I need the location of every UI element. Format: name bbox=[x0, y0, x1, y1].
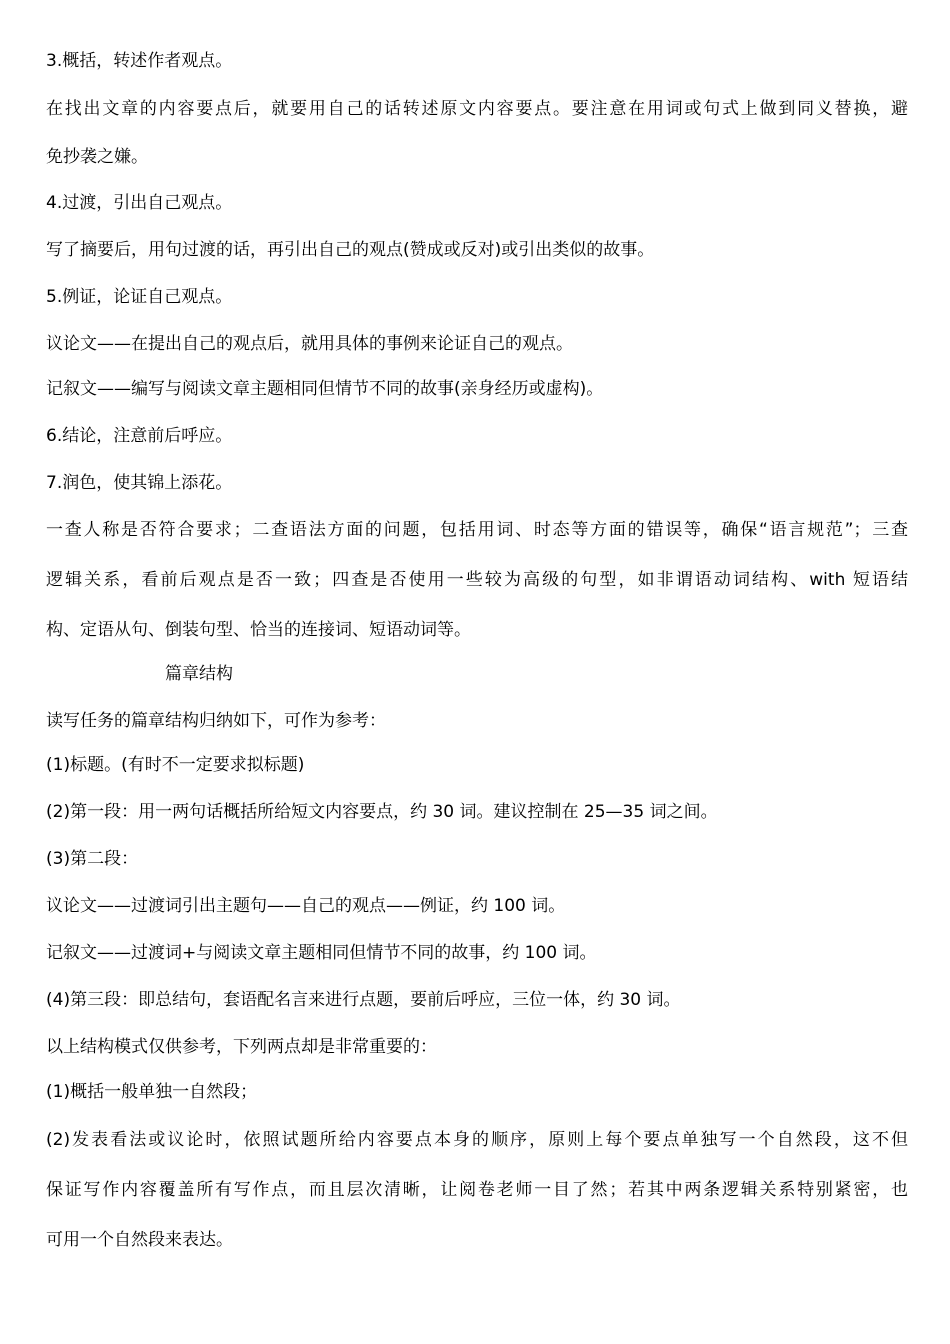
step-5-heading: 5.例证，论证自己观点。 bbox=[46, 287, 233, 307]
note-point-2-line-2: 保证写作内容覆盖所有写作点，而且层次清晰，让阅卷老师一目了然；若其中两条逻辑关系特别紧密，也 bbox=[46, 1180, 908, 1200]
structure-intro: 读写任务的篇章结构归纳如下，可作为参考： bbox=[46, 711, 386, 731]
step-4-text: 写了摘要后，用句过渡的话，再引出自己的观点(赞成或反对)或引出类似的故事。 bbox=[46, 240, 655, 260]
structure-item-3: (3)第二段： bbox=[46, 849, 139, 869]
step-7-heading: 7.润色，使其锦上添花。 bbox=[46, 473, 233, 493]
structure-item-3-argumentative: 议论文——过渡词引出主题句——自己的观点——例证，约 100 词。 bbox=[46, 896, 566, 916]
step-3-text-line-2: 免抄袭之嫌。 bbox=[46, 147, 148, 167]
note-point-2-line-1: (2)发表看法或议论时，依照试题所给内容要点本身的顺序，原则上每个要点单独写一个自然段，这不但 bbox=[46, 1130, 908, 1150]
step-3-heading: 3.概括，转述作者观点。 bbox=[46, 51, 233, 71]
step-5-narrative: 记叙文——编写与阅读文章主题相同但情节不同的故事(亲身经历或虚构)。 bbox=[46, 379, 604, 399]
step-4-heading: 4.过渡，引出自己观点。 bbox=[46, 193, 233, 213]
step-7-text-line-1: 一查人称是否符合要求；二查语法方面的问题，包括用词、时态等方面的错误等，确保“语言规范”；三查 bbox=[46, 520, 908, 540]
step-3-text-line-1: 在找出文章的内容要点后，就要用自己的话转述原文内容要点。要注意在用词或句式上做到同义替换，避 bbox=[46, 99, 908, 119]
step-6-heading: 6.结论，注意前后呼应。 bbox=[46, 426, 233, 446]
note-point-1: (1)概括一般单独一自然段； bbox=[46, 1082, 258, 1102]
structure-note: 以上结构模式仅供参考，下列两点却是非常重要的： bbox=[46, 1037, 437, 1057]
step-7-text-line-3: 构、定语从句、倒装句型、恰当的连接词、短语动词等。 bbox=[46, 620, 471, 640]
section-title: 篇章结构 bbox=[165, 664, 233, 684]
structure-item-2: (2)第一段：用一两句话概括所给短文内容要点，约 30 词。建议控制在 25—35 词之间。 bbox=[46, 802, 718, 822]
structure-item-3-narrative: 记叙文——过渡词+与阅读文章主题相同但情节不同的故事，约 100 词。 bbox=[46, 943, 597, 963]
structure-item-1: (1)标题。(有时不一定要求拟标题) bbox=[46, 755, 305, 775]
step-5-argumentative: 议论文——在提出自己的观点后，就用具体的事例来论证自己的观点。 bbox=[46, 334, 573, 354]
note-point-2-line-3: 可用一个自然段来表达。 bbox=[46, 1230, 233, 1250]
step-7-text-line-2: 逻辑关系，看前后观点是否一致；四查是否使用一些较为高级的句型，如非谓语动词结构、with 短语结 bbox=[46, 570, 908, 590]
structure-item-4: (4)第三段：即总结句，套语配名言来进行点题，要前后呼应，三位一体，约 30 词。 bbox=[46, 990, 681, 1010]
